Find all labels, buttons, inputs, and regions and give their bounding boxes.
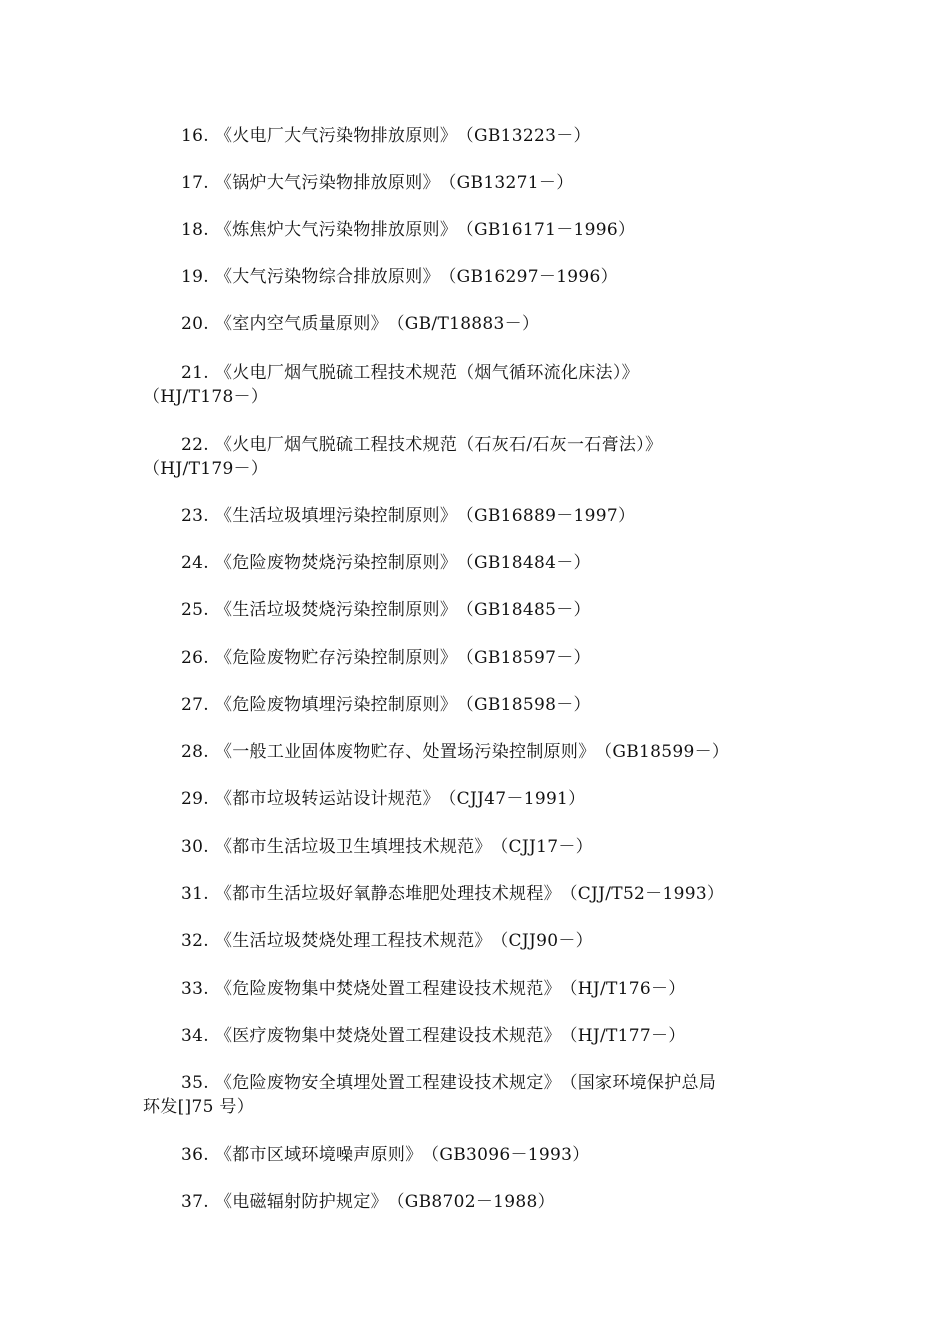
item-title: 《危险废物集中焚烧处置工程建设技术规范》 (214, 979, 561, 999)
item-code: （国家环境保护总局 (568, 1073, 717, 1093)
item-code: （GB16171－1996） (465, 220, 636, 240)
item-number: 34. (181, 1026, 209, 1046)
list-item (143, 1143, 793, 1167)
item-title: 《火电厂烟气脱硫工程技术规范（石灰石/石灰一石膏法）》 (214, 435, 663, 455)
item-code: （CJJ47－1991） (447, 789, 586, 809)
item-number: 32. (181, 931, 209, 951)
item-number: 29. (181, 789, 209, 809)
item-title: 《危险废物安全填埋处置工程建设技术规定》 (214, 1073, 561, 1093)
item-number: 22. (181, 435, 209, 455)
item-code: （CJJ/T52－1993） (568, 884, 725, 904)
list-item (143, 740, 793, 764)
item-code: （GB13271－） (447, 173, 574, 193)
item-code: （GB18484－） (465, 553, 591, 573)
item-number: 27. (181, 695, 209, 715)
item-number: 16. (181, 126, 209, 146)
item-title: 《室内空气质量原则》 (214, 314, 388, 334)
item-number: 37. (181, 1192, 209, 1212)
item-code: （GB18597－） (465, 648, 591, 668)
list-item (143, 598, 793, 622)
item-code: （GB16889－1997） (465, 506, 636, 526)
list-item (143, 1071, 793, 1119)
item-number: 35. (181, 1073, 209, 1093)
item-number: 23. (181, 506, 209, 526)
item-title: 《都市生活垃圾好氧静态堆肥处理技术规程》 (214, 884, 561, 904)
item-title: 《大气污染物综合排放原则》 (214, 267, 440, 287)
list-item (143, 787, 793, 811)
item-number: 20. (181, 314, 209, 334)
item-code: （GB18485－） (465, 600, 591, 620)
item-code: （GB18598－） (465, 695, 591, 715)
item-code: （CJJ17－） (499, 837, 593, 857)
list-item (143, 929, 793, 953)
list-item (143, 1024, 793, 1048)
item-title: 《危险废物填埋污染控制原则》 (214, 695, 458, 715)
item-code: （HJ/T176－） (568, 979, 686, 999)
item-code: （HJ/T177－） (568, 1026, 686, 1046)
item-code: （HJ/T179－） (143, 459, 269, 479)
item-code: （GB18599－） (603, 742, 730, 762)
item-number: 24. (181, 553, 209, 573)
item-title: 《生活垃圾焚烧处理工程技术规范》 (214, 931, 492, 951)
item-title: 《都市垃圾转运站设计规范》 (214, 789, 440, 809)
item-number: 21. (181, 363, 209, 383)
item-title: 《电磁辐射防护规定》 (214, 1192, 388, 1212)
item-number: 25. (181, 600, 209, 620)
item-number: 26. (181, 648, 209, 668)
item-code-continued: 环发[]75 号） (143, 1097, 254, 1117)
item-title: 《生活垃圾填埋污染控制原则》 (214, 506, 458, 526)
list-item (143, 265, 793, 289)
item-code: （GB8702－1988） (395, 1192, 555, 1212)
list-item (143, 171, 793, 195)
list-item (143, 1190, 793, 1214)
item-title: 《危险废物焚烧污染控制原则》 (214, 553, 458, 573)
item-number: 18. (181, 220, 209, 240)
item-number: 28. (181, 742, 209, 762)
list-item (143, 218, 793, 242)
item-code: （GB/T18883－） (395, 314, 540, 334)
item-code: （GB3096－1993） (430, 1145, 590, 1165)
item-number: 36. (181, 1145, 209, 1165)
item-code: （CJJ90－） (499, 931, 593, 951)
item-title: 《危险废物贮存污染控制原则》 (214, 648, 458, 668)
list-item (143, 361, 793, 409)
list-item (143, 882, 793, 906)
item-number: 17. (181, 173, 209, 193)
item-title: 《生活垃圾焚烧污染控制原则》 (214, 600, 458, 620)
item-code: （GB13223－） (465, 126, 591, 146)
item-title: 《炼焦炉大气污染物排放原则》 (214, 220, 458, 240)
list-item (143, 124, 793, 148)
list-item (143, 835, 793, 859)
item-code: （GB16297－1996） (447, 267, 618, 287)
item-title: 《都市生活垃圾卫生填埋技术规范》 (214, 837, 492, 857)
list-item (143, 551, 793, 575)
list-item (143, 646, 793, 670)
item-title: 《医疗废物集中焚烧处置工程建设技术规范》 (214, 1026, 561, 1046)
list-item (143, 312, 793, 336)
item-number: 19. (181, 267, 209, 287)
list-item (143, 693, 793, 717)
item-title: 《都市区域环境噪声原则》 (214, 1145, 423, 1165)
item-number: 31. (181, 884, 209, 904)
item-number: 30. (181, 837, 209, 857)
item-title: 《火电厂烟气脱硫工程技术规范（烟气循环流化床法）》 (214, 363, 639, 383)
item-title: 《锅炉大气污染物排放原则》 (214, 173, 440, 193)
list-item (143, 504, 793, 528)
list-item (143, 433, 793, 481)
item-number: 33. (181, 979, 209, 999)
list-item (143, 977, 793, 1001)
item-title: 《一般工业固体废物贮存、处置场污染控制原则》 (214, 742, 596, 762)
item-title: 《火电厂大气污染物排放原则》 (214, 126, 458, 146)
item-code: （HJ/T178－） (143, 387, 269, 407)
